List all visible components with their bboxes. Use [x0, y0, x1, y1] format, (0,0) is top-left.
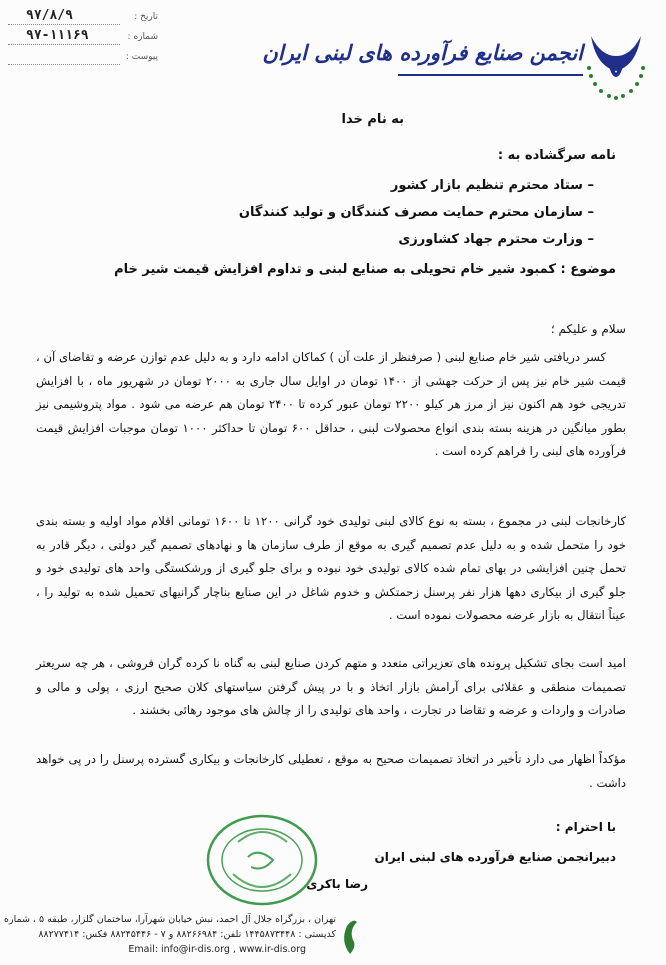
closing: با احترام : [555, 820, 616, 834]
addressee-line: نامه سرگشاده به : [497, 148, 616, 163]
footer-postal-phone: کدپستی : ۱۴۴۵۸۷۳۴۴۸ تلفن: ۸۸۲۶۶۹۸۴ و ۷ - ۸۸۲۴۵۴۴۶ فکس: ۸۸۲۷۷۴۱۴ [38, 929, 336, 940]
footer-address: تهران ، بزرگراه جلال آل احمد، نبش خیابان شهرآرا، ساختمان گلزار، طبقه ۵ ، شماره [4, 914, 336, 925]
signature-title: دبیرانجمن صنایع فرآورده های لبنی ایران [374, 850, 616, 864]
attachment-label: پیوست : [125, 52, 158, 62]
date-row [8, 8, 158, 28]
recipient-item: – وزارت محترم جهاد کشاورزی [398, 232, 594, 247]
emblem-icon [581, 26, 651, 106]
signature-name: رضا باکری [306, 877, 368, 891]
bismillah-heading: به نام خدا [341, 112, 404, 127]
body-paragraph: مؤکداً اظهار می دارد تأخیر در اتخاذ تصمیمات صحیح به موقع ، تعطیلی کارخانجات و بیکاری گسترده پرسنل را در پی خواهد داشت . [36, 752, 626, 790]
body-paragraph: کارخانجات لبنی در مجموع ، بسته به نوع کالای لبنی تولیدی خود گرانی ۱۲۰۰ تا ۱۶۰۰ تومانی اقلام مواد اولیه و بسته بندی خود را متحمل شده و به دلیل عدم تصمیم گیری به موقع از طرف سازمان ها و نهادهای تصمیم گیر دولتی ، دیگر قادر به تحمل چنین افزایشی در بهای تمام شده کالای تولیدی خود نبوده و برای جلو گیری از ورشکستگی واحد های تولیدی خود و جلو گیری از بیکاری دهها هزار نفر پرسنل زحمتکش و خدوم شاغل در این صنایع بناچار گرانیهای تحمیل شده به تولید را ، عیناً انتقال به بازار عرضه محصولات نموده است . [36, 514, 626, 622]
number-label: شماره : [127, 32, 158, 42]
association-logo [262, 22, 655, 107]
number-row [8, 28, 158, 48]
date-label: تاریخ : [134, 12, 158, 22]
greeting: سلام و علیکم ؛ [550, 322, 626, 336]
logo-text: انجمن صنایع فرآورده های لبنی ایران [262, 40, 583, 65]
recipient-item: – ستاد محترم تنظیم بازار کشور [390, 178, 594, 193]
number-line [8, 44, 120, 45]
body-paragraph: کسر دریافتی شیر خام صنایع لبنی ( صرفنظر از علت آن ) کماکان ادامه دارد و به دلیل عدم توازن عرضه و تقاضای آن ، قیمت شیر خام نیز پس از حرکت جهشی از ۱۴۰۰ تومان در اوایل سال جاری به ۲۰۰۰ تومان در شهریور ماه ، با افزایش تدریجی خود هم اکنون نیز از مرز هر کیلو ۲۲۰۰ تومان عبور کرده تا ۲۴۰۰ تومان هم عرضه می شود . مواد پتروشیمی نیز بطور میانگین در هزینه بسته بندی انواع محصولات لبنی ، حداقل ۶۰۰ تومان تا حداکثر ۱۰۰۰ تومان موجبات افزایش قیمت فرآورده های لبنی را فراهم کرده است . [36, 350, 626, 458]
number-value: ۹۷-۱۱۱۶۹ [26, 28, 89, 43]
footer-email-web: Email: info@ir-dis.org , www.ir-dis.org [128, 944, 306, 955]
logo-underline [398, 74, 583, 76]
body-paragraph: امید است بجای تشکیل پرونده های تعزیراتی متعدد و متهم کردن صنایع لبنی به گناه نا کرده گران فروشی ، هر چه سریعتر تصمیمات منطقی و عقلائی برای آرامش بازار اتخاذ و با در پیش گرفتن سیاستهای کلان صحیح ارزی ، پولی و مالی و صادرات و واردات و عرضه و تقاضا در تجارت ، واحد های تولیدی را از چالش های موجود رهائی بخشند . [36, 656, 626, 717]
recipient-item: – سازمان محترم حمایت مصرف کنندگان و تولید کنندگان [238, 205, 594, 220]
date-line [8, 24, 120, 25]
attachment-row [8, 48, 158, 68]
footer-leaf-icon [335, 916, 365, 956]
date-value: ۹۷/۸/۹ [26, 8, 73, 23]
attachment-line [8, 64, 120, 65]
letter-footer [0, 908, 666, 965]
letter-meta [8, 8, 158, 68]
official-stamp-icon [203, 812, 321, 908]
subject-line: موضوع : کمبود شیر خام تحویلی به صنایع لبنی و تداوم افزایش قیمت شیر خام [114, 262, 616, 277]
